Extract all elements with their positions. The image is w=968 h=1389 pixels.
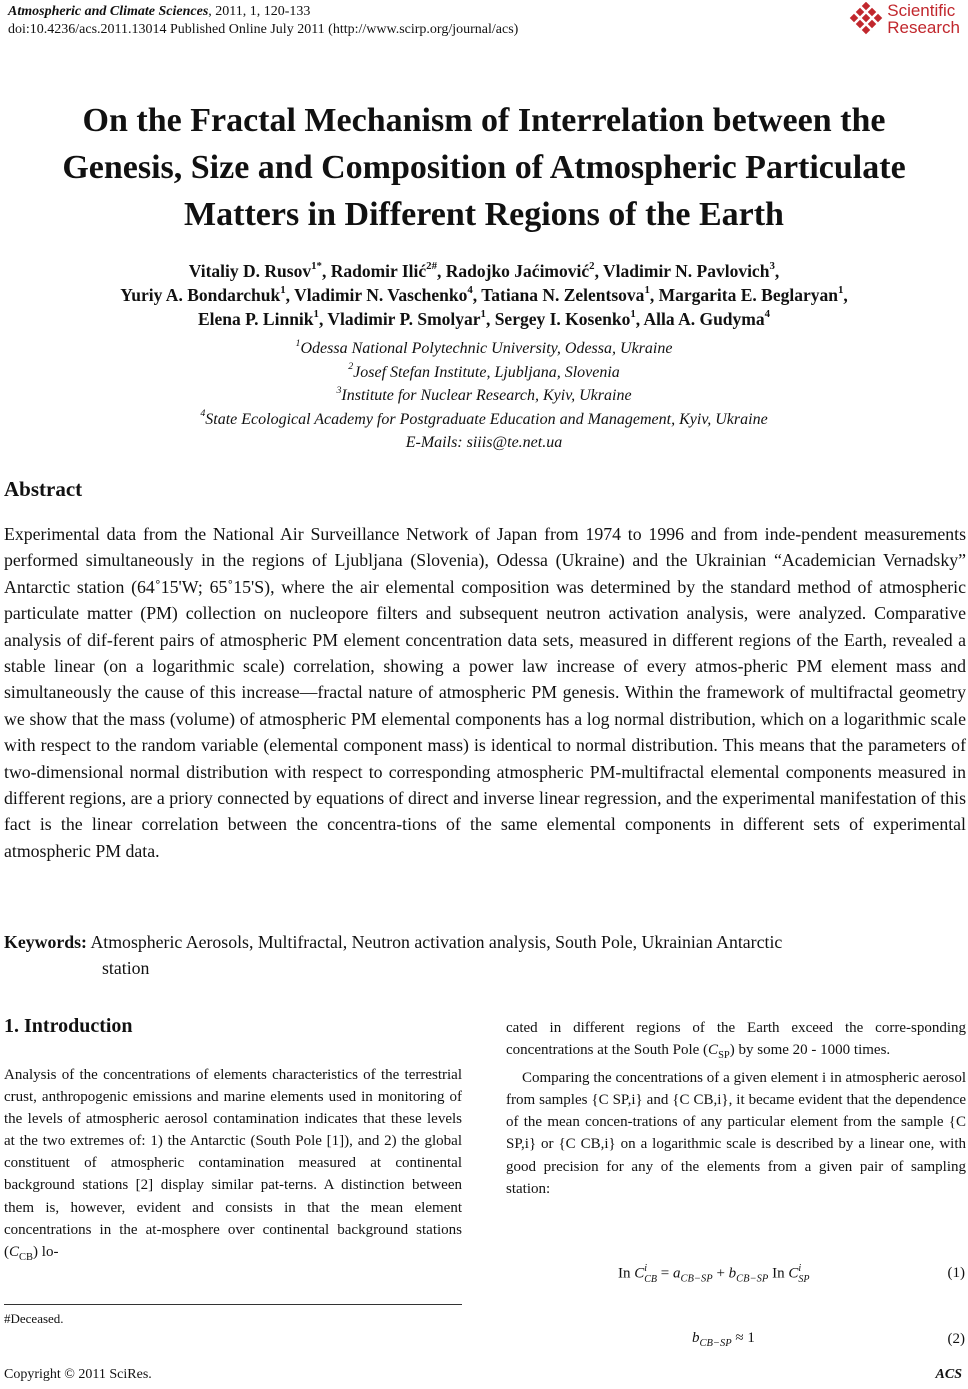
- author: Vladimir N. Vaschenko: [294, 285, 468, 305]
- eq-plus: +: [712, 1265, 729, 1282]
- author: Margarita E. Beglaryan: [658, 285, 838, 305]
- eq-subscript: CB−SP: [699, 1338, 732, 1349]
- intro-paragraph: Analysis of the concentrations of elements characteristics of the terrestrial crust, anthropogenic emissions and marine elements used in monitoring of the levels of atmospheric aerosol contamination indicates that these levels at the two extremes of: 1) the Antarctic (South Pole [1]), and 2) the global constituent of atmospheric contamination measured at continental background stations [2] display similar pat-terns. A distinction between them is, however, evident and consists in that the mean element concentrations in the at-mosphere over continental background stations (: [4, 1067, 462, 1260]
- author-line-1: Vitaliy D. Rusov$^{1*}$, Radomir Ilić$^{2\#}$, Radojko Jaćimović$^2$, Vladimir N. Pavlovich$^3$,: [188, 260, 780, 281]
- author-affiliation-mark: 4: [764, 308, 771, 321]
- affiliation: [0, 408, 968, 432]
- eq-ln: In: [618, 1265, 635, 1282]
- keywords-text-1: Atmospheric Aerosols, Multifractal, Neutron activation analysis, South Pole, Ukrainian Antarctic: [90, 932, 783, 952]
- paragraph: Comparing the concentrations of a given element i in atmospheric aerosol from samples {C SP,i} and {C CB,i}, it became evident that the dependence of the mean concen-trations of any particular element from the sample {C SP,i} or {C CB,i} on a logarithmic scale is described by a linear one, with good precision for any of the elements from a given pair of sampling station:: [506, 1070, 966, 1197]
- author-affiliation-mark: 4: [467, 284, 473, 297]
- eq-symbol: C: [788, 1265, 799, 1282]
- affiliation-text: State Ecological Academy for Postgraduate Education and Management, Kyiv, Ukraine: [205, 410, 768, 428]
- abstract-heading: Abstract: [4, 477, 83, 501]
- eq-symbol: b: [692, 1330, 700, 1346]
- author-affiliation-mark: 1: [280, 284, 286, 297]
- author: Vladimir P. Smolyar: [327, 309, 481, 329]
- author: Vitaliy D. Rusov: [188, 261, 312, 281]
- keywords-text-2: station: [102, 958, 150, 979]
- affiliation-number: 2: [348, 361, 354, 373]
- title-line-3: Matters in Different Regions of the Earth: [184, 196, 784, 233]
- affiliation-text: Institute for Nuclear Research, Kyiv, Ukraine: [341, 387, 632, 404]
- author-affiliation-mark: 1: [837, 284, 844, 297]
- intro-paragraph-tail: ) lo-: [33, 1243, 59, 1260]
- symbol: C: [9, 1243, 20, 1260]
- eq-subscript: CB: [644, 1274, 658, 1285]
- eq-subscript: SP: [798, 1274, 810, 1285]
- author-affiliation-mark: 1: [630, 308, 636, 321]
- eq-symbol: C: [634, 1265, 645, 1282]
- author: Tatiana N. Zelentsova: [481, 285, 645, 305]
- paragraph-text: cated in different regions of the Earth exceed the corre-sponding concentrations at the South Pole (: [506, 1020, 966, 1059]
- logo-wordmark: [887, 2, 960, 36]
- section-heading: 1. Introduction: [4, 1015, 133, 1037]
- eq-equals: =: [657, 1265, 674, 1282]
- author: Radojko Jaćimović: [445, 261, 590, 281]
- paragraph: [506, 1017, 966, 1067]
- author-affiliation-mark: 1: [313, 308, 319, 321]
- email-address[interactable]: : siiis@te.net.ua: [457, 434, 563, 451]
- author-affiliation-mark: 2: [589, 260, 595, 273]
- email-line: [0, 431, 968, 455]
- affiliation-number: 1: [295, 337, 301, 349]
- affiliation-text: Josef Stefan Institute, Ljubljana, Slovenia: [353, 363, 620, 381]
- author: Vladimir N. Pavlovich: [603, 261, 770, 281]
- author: Sergey I. Kosenko: [494, 309, 631, 329]
- symbol-subscript: CB: [19, 1251, 34, 1263]
- affiliation: [0, 384, 968, 408]
- eq-subscript: CB−SP: [736, 1273, 769, 1285]
- author-affiliation-mark: 1: [480, 308, 486, 321]
- paragraph-text: ) by some 20 - 1000 times.: [729, 1042, 891, 1059]
- journal-abbreviation: ACS: [935, 1367, 962, 1382]
- author-line-3: Elena P. Linnik$^1$, Vladimir P. Smolyar$^1$, Sergey I. Kosenko$^1$, Alla A. Gudyma$^4$: [197, 308, 771, 329]
- affiliation-number: 4: [200, 408, 206, 420]
- affiliation: [0, 337, 968, 361]
- scirp-logo-icon: [849, 2, 883, 36]
- author-affiliation-mark: 3: [769, 260, 775, 273]
- doi-line: doi:10.4236/acs.2011.13014 Published Online July 2011 (http://www.scirp.org/journal/acs): [8, 22, 519, 37]
- footnote: #Deceased.: [4, 1311, 64, 1326]
- equation-number: (2): [947, 1331, 965, 1347]
- right-column-text: [506, 1017, 966, 1200]
- copyright: Copyright © 2011 SciRes.: [4, 1367, 152, 1382]
- eq-subscript: CB−SP: [680, 1273, 713, 1285]
- footnote-divider: [4, 1304, 462, 1305]
- keywords-label: Keywords:: [4, 932, 87, 952]
- eq-superscript: i: [798, 1263, 802, 1274]
- eq-relation: ≈ 1: [731, 1330, 755, 1346]
- affiliation-list: [0, 337, 968, 455]
- equation-2: [692, 1330, 755, 1349]
- affiliation: [0, 361, 968, 385]
- eq-symbol: a: [673, 1265, 681, 1282]
- abstract-text: Experimental data from the National Air Surveillance Network of Japan from 1974 to 1996 and from inde-pendent measurements performed simultaneously in the regions of Ljubljana (Slovenia), Odessa (Ukraine) and the Ukrainian “Academician Vernadsky” Antarctic station (64˚15'W; 65˚15'S), where the air elemental composition was determined by the standard method of atmospheric particulate matter (PM) collection on nucleopore filters and subsequent neutron activation analysis, were analyzed. Comparative analysis of dif-ferent pairs of atmospheric PM element concentration data sets, measured in different regions of the Earth, revealed a stable linear (on a logarithmic scale) correlation, showing a power law increase of every atmos-pheric PM element mass and simultaneously the cause of this increase—fractal nature of atmospheric PM genesis. Within the framework of multifractal geometry we show that the mass (volume) of atmospheric PM elemental components has a log normal distribution, which on a logarithmic scale with respect to the random variable (elemental component mass) is identical to normal distribution. This means that the parameters of two-dimensional normal distribution with respect to corresponding atmospheric PM-multifractal elemental components measured in different regions, are a priory connected by equations of direct and inverse linear regression, and the experimental manifestation of this fact is the linear correlation between the concentra-tions of the same elemental components in different sets of experimental atmospheric PM data.: [4, 524, 966, 861]
- author: Alla A. Gudyma: [643, 309, 765, 329]
- equation-number: (1): [947, 1265, 965, 1281]
- journal-header: [8, 3, 310, 20]
- author-affiliation-mark: 1*: [311, 260, 322, 273]
- left-column-text: [4, 1064, 462, 1269]
- author-list: [0, 259, 968, 331]
- symbol: C: [708, 1042, 719, 1059]
- author-affiliation-mark: 1: [644, 284, 650, 297]
- title-line-2: Genesis, Size and Composition of Atmospheric Particulate: [62, 149, 906, 186]
- logo-line-1: Scientific: [887, 1, 956, 20]
- equation-1: [618, 1263, 809, 1285]
- affiliation-text: Odessa National Polytechnic University, Odessa, Ukraine: [300, 340, 673, 357]
- author-line-2: Yuriy A. Bondarchuk$^1$, Vladimir N. Vaschenko$^4$, Tatiana N. Zelentsova$^1$, Margarita E. Beglaryan$^1$,: [120, 284, 848, 305]
- email-label: E-Mails: [405, 434, 458, 451]
- title-line-1: On the Fractal Mechanism of Interrelation between the: [82, 102, 886, 139]
- affiliation-number: 3: [336, 384, 342, 396]
- eq-superscript: i: [644, 1263, 648, 1274]
- publisher-logo: [849, 2, 960, 36]
- paper-title: [0, 97, 968, 238]
- author: Radomir Ilić: [330, 261, 427, 281]
- journal-citation: , 2011, 1, 120-133: [208, 4, 311, 19]
- journal-name: Atmospheric and Climate Sciences: [8, 4, 209, 19]
- keywords: [4, 929, 966, 982]
- author: Elena P. Linnik: [197, 309, 314, 329]
- eq-ln: In: [768, 1265, 789, 1282]
- logo-line-2: Research: [887, 18, 960, 37]
- symbol-subscript: SP: [718, 1050, 730, 1062]
- author-affiliation-mark: 2#: [426, 260, 437, 273]
- eq-symbol: b: [728, 1265, 737, 1282]
- author: Yuriy A. Bondarchuk: [120, 285, 281, 305]
